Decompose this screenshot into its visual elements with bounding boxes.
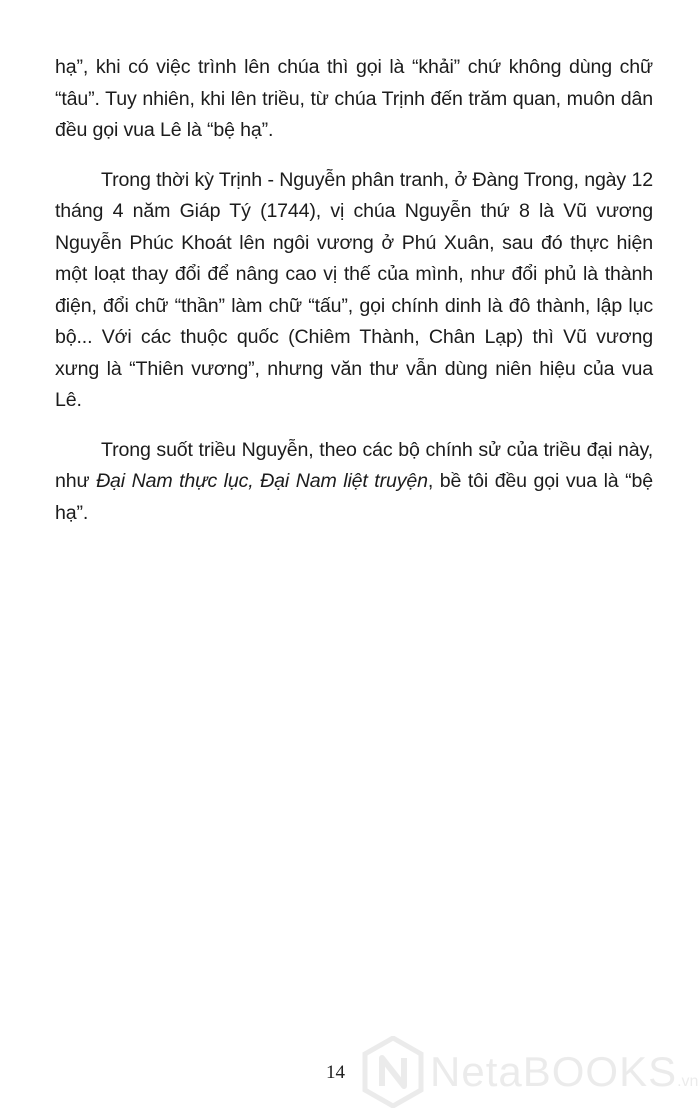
paragraph-3-lead: Trong suốt triều Nguyễn, theo các bộ chính sử của triều đại này, như (55, 438, 653, 492)
paragraph-1: hạ”, khi có việc trình lên chúa thì gọi là “khải” chứ không dùng chữ “tâu”. Tuy nhiên, khi lên triều, từ chúa Trịnh đến trăm quan, muôn dân đều gọi vua Lê là “bệ hạ”. (55, 56, 653, 141)
netabooks-n-logo-icon (362, 1036, 424, 1108)
page-number: 14 (326, 1062, 345, 1083)
paragraph-3-tail: , bề tôi đều gọi vua là “bệ hạ”. (55, 470, 653, 524)
paragraph-3 (55, 435, 653, 530)
watermark-text (430, 1048, 698, 1096)
paragraph-2: Trong thời kỳ Trịnh - Nguyễn phân tranh, ở Đàng Trong, ngày 12 tháng 4 năm Giáp Tý (1744), vị chúa Nguyễn thứ 8 là Vũ vương Nguyễn Phúc Khoát lên ngôi vương ở Phú Xuân, sau đó thực hiện một loạt thay đổi để nâng cao vị thế của mình, như đổi phủ là thành điện, đổi chữ “thần” làm chữ “tấu”, gọi chính dinh là đô thành, lập lục bộ... Với các thuộc quốc (Chiêm Thành, Chân Lạp) thì Vũ vương xưng là “Thiên vương”, nhưng văn thư vẫn dùng niên hiệu của vua Lê. (55, 168, 653, 411)
book-titles: Đại Nam thực lục, Đại Nam liệt truyện (96, 470, 428, 492)
watermark-suffix: .vn (677, 1073, 699, 1090)
watermark-brand: NetaBOOKS (430, 1048, 678, 1095)
watermark (362, 1036, 697, 1108)
body-text (55, 52, 653, 547)
